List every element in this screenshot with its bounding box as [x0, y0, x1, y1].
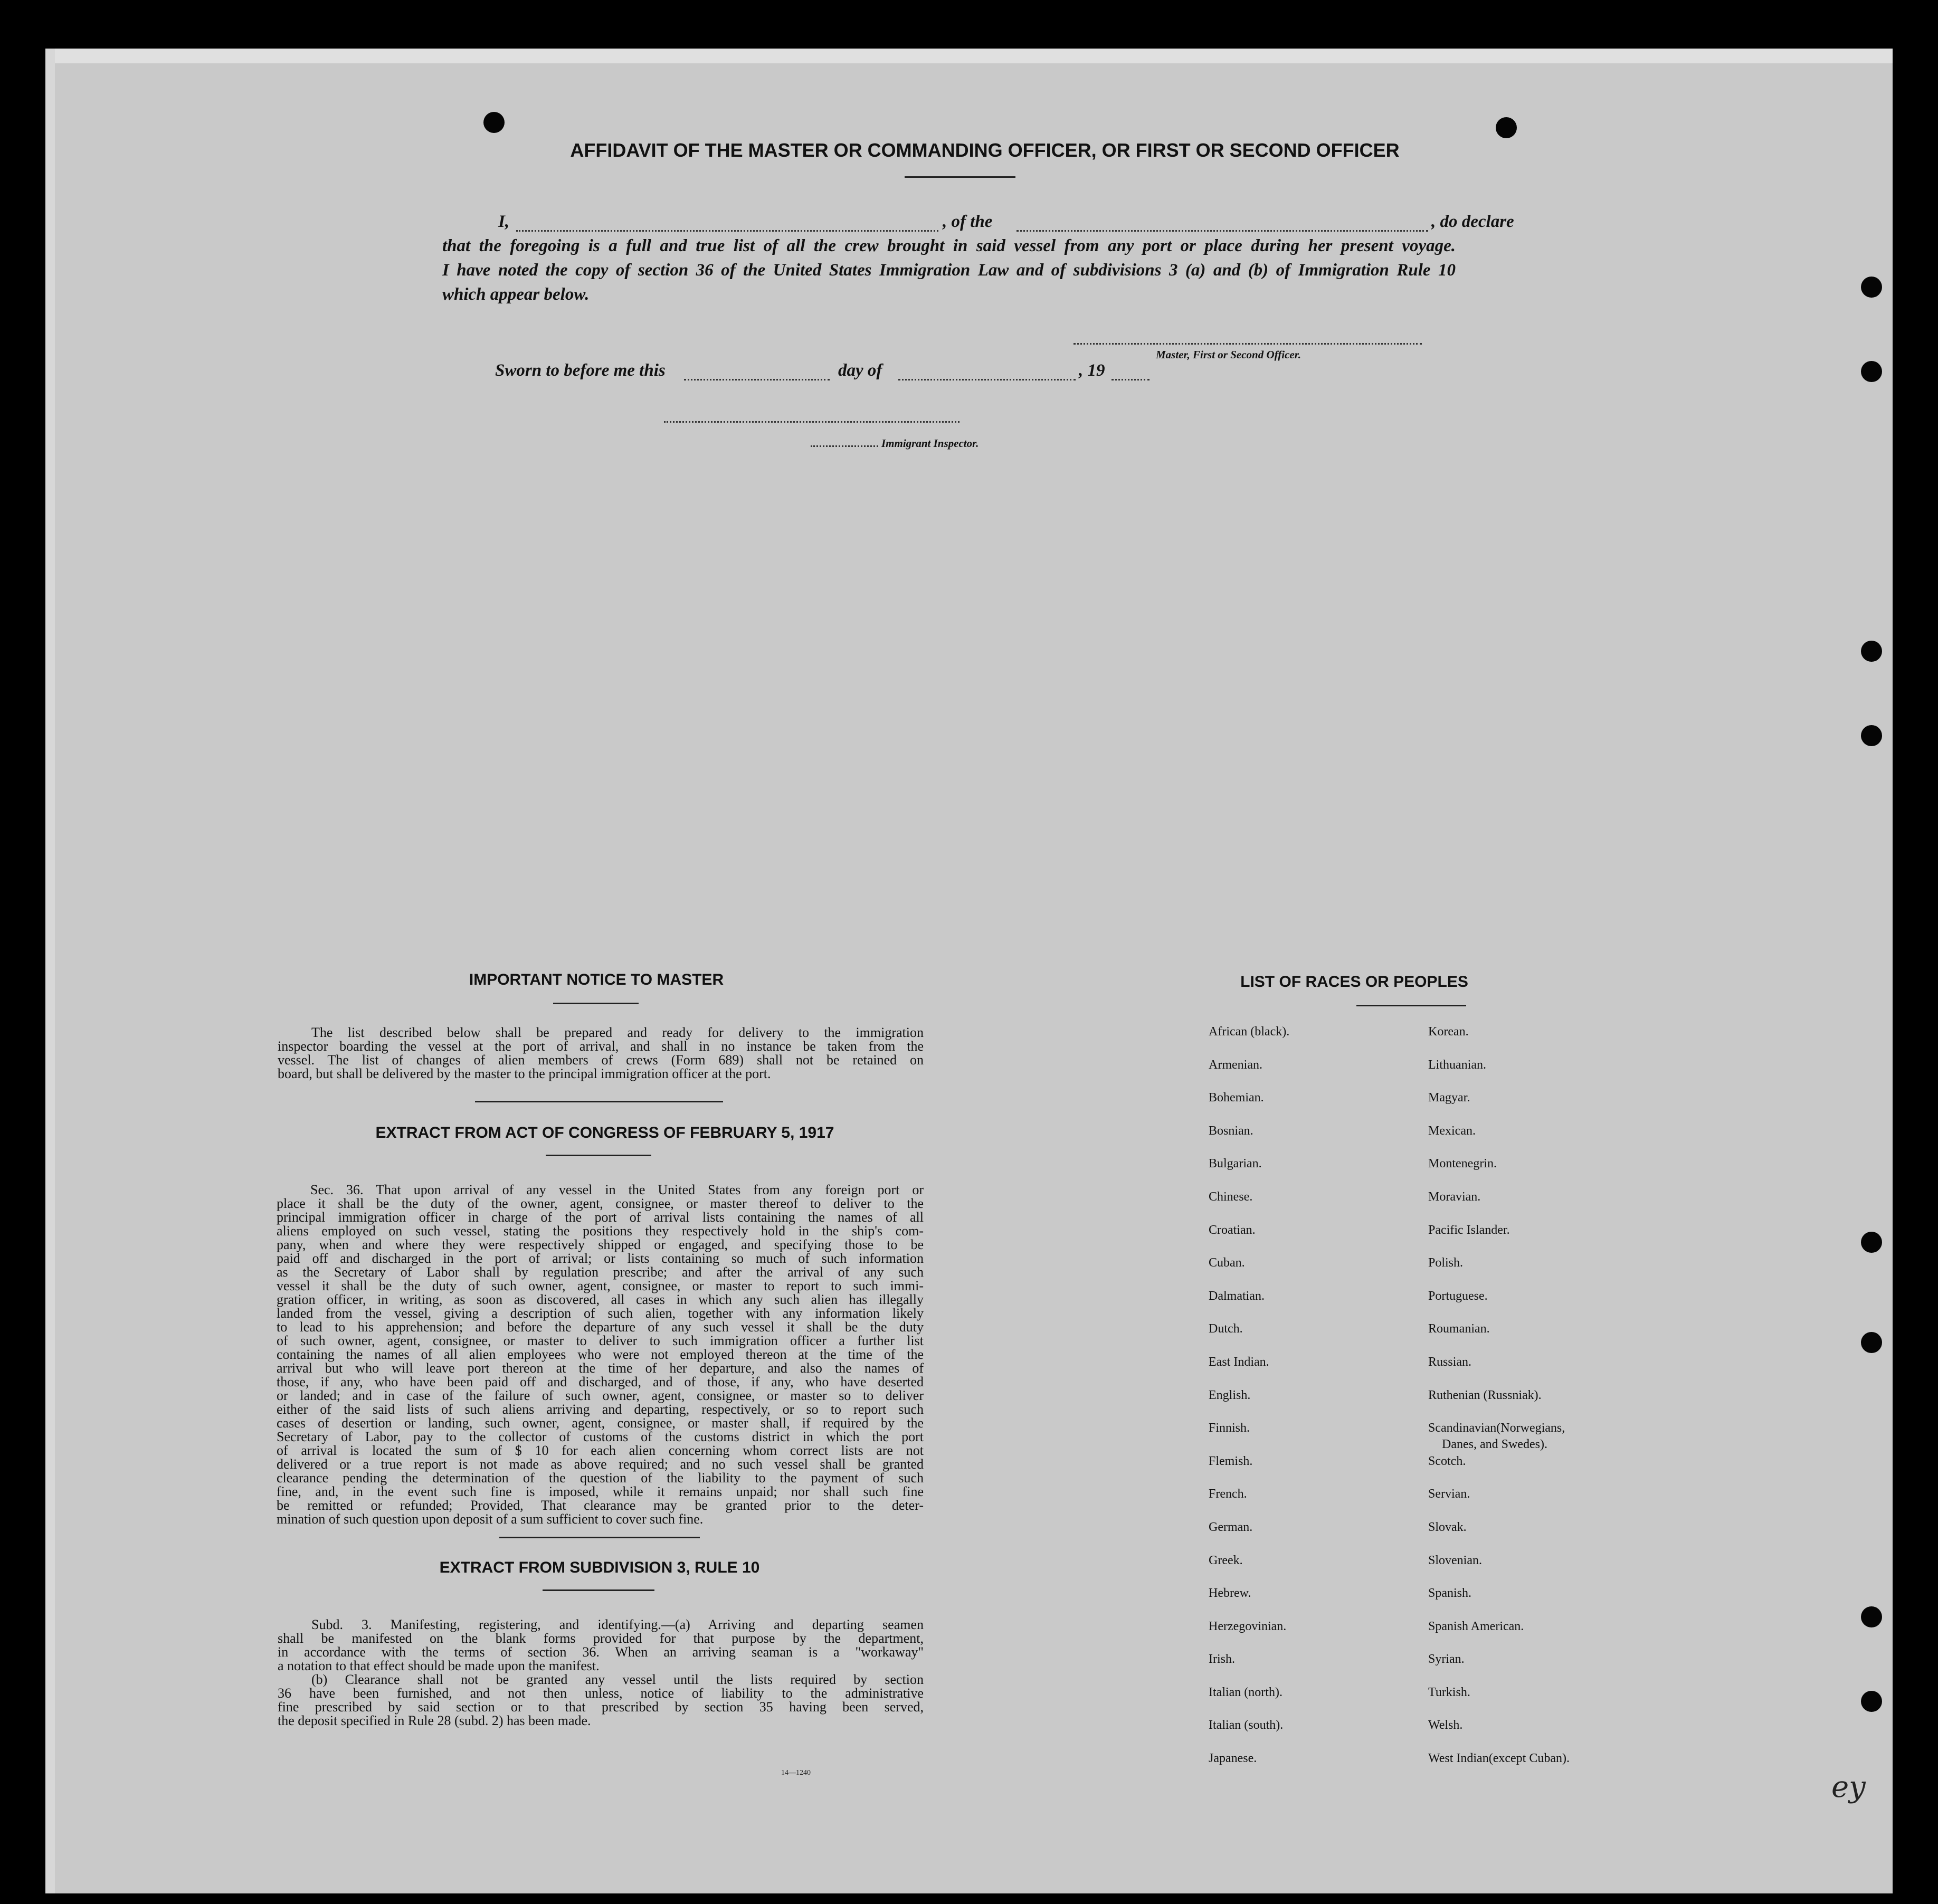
- act-line: clearance pending the determination of the question of the liability to the payment of such: [277, 1470, 924, 1486]
- rule-line: in accordance with the terms of section 36. When an arriving seaman is a "workaway": [278, 1644, 924, 1660]
- act-line: as the Secretary of Labor shall by regulation prescribe; and after the arrival of any such: [277, 1264, 924, 1280]
- race-item: Montenegrin.: [1428, 1157, 1497, 1171]
- races-right-column: [1428, 1025, 1570, 1785]
- races-heading: LIST OF RACES OR PEOPLES: [1240, 973, 1468, 991]
- race-item: Bulgarian.: [1209, 1157, 1262, 1171]
- race-item: Korean.: [1428, 1025, 1469, 1039]
- handwritten-corner-mark: ey: [1831, 1770, 1866, 1804]
- race-item: Armenian.: [1209, 1058, 1262, 1072]
- act-line: of arrival is located the sum of $ 10 for each alien concerning whom correct lists are not: [277, 1443, 924, 1458]
- race-item: Herzegovinian.: [1209, 1619, 1287, 1633]
- race-item: Danes, and Swedes).: [1442, 1437, 1547, 1452]
- act-line: or landed; and in case of the failure of such owner, agent, consignee, or master so to deliver: [277, 1388, 924, 1403]
- punch-hole-right-5: [1861, 1232, 1882, 1253]
- affidavit-of-the-label: , of the: [943, 212, 993, 231]
- signature-caption: Master, First or Second Officer.: [1156, 348, 1301, 361]
- race-item: Portuguese.: [1428, 1289, 1488, 1303]
- affidavit-do-declare: , do declare: [1431, 212, 1514, 231]
- notice-heading: IMPORTANT NOTICE TO MASTER: [469, 971, 724, 988]
- race-item: Scotch.: [1428, 1454, 1466, 1468]
- rule-line: 36 have been furnished, and not then unless, notice of liability to the administrative: [278, 1686, 924, 1701]
- rule-extract-heading: EXTRACT FROM SUBDIVISION 3, RULE 10: [439, 1559, 760, 1576]
- act-line: mination of such question upon deposit of a sum sufficient to cover such fine.: [277, 1511, 704, 1527]
- act-line: those, if any, who have been paid off and discharged, and of those, if any, who have deserted: [277, 1374, 924, 1389]
- race-item: Moravian.: [1428, 1189, 1481, 1204]
- act-line: cases of desertion or landing, such owner, agent, consignee, or master shall, if required by the: [277, 1415, 924, 1431]
- punch-hole-right-2: [1861, 361, 1882, 382]
- act-line: pany, when and where they were respectively shipped or engaged, and specifying those to be: [277, 1237, 924, 1252]
- race-item: Syrian.: [1428, 1652, 1465, 1667]
- punch-hole-right-3: [1861, 641, 1882, 662]
- race-item: Greek.: [1209, 1553, 1243, 1567]
- officer-signature-field[interactable]: [1074, 343, 1422, 345]
- race-item: Turkish.: [1428, 1685, 1470, 1699]
- race-item: English.: [1209, 1388, 1251, 1402]
- race-item: Italian (north).: [1209, 1685, 1282, 1699]
- rule-extract-text: [278, 1618, 924, 1728]
- races-left-column: [1209, 1025, 1289, 1785]
- sworn-label: Sworn to before me this: [495, 361, 666, 380]
- race-item: Italian (south).: [1209, 1718, 1284, 1732]
- notice-line: board, but shall be delivered by the master to the principal immigration officer at the port.: [278, 1066, 771, 1081]
- rule-line: shall be manifested on the blank forms provided for that purpose by the department,: [278, 1631, 924, 1646]
- race-item: Ruthenian (Russniak).: [1428, 1388, 1542, 1402]
- page-top-edge: [45, 49, 1893, 63]
- race-item: West Indian(except Cuban).: [1428, 1751, 1570, 1766]
- race-item: Croatian.: [1209, 1223, 1256, 1237]
- race-item: East Indian.: [1209, 1355, 1269, 1369]
- race-item: Welsh.: [1428, 1718, 1463, 1732]
- race-item: Servian.: [1428, 1487, 1470, 1501]
- notice-divider: [475, 1101, 723, 1102]
- act-line: vessel it shall be the duty of such owner, agent, consignee, or master to report to such immi-: [277, 1278, 924, 1293]
- race-item: Spanish.: [1428, 1586, 1472, 1601]
- act-line: place it shall be the duty of the owner, agent, consignee, or master thereof to deliver to the: [277, 1196, 924, 1211]
- race-item: Slovak.: [1428, 1520, 1467, 1534]
- race-item: Bohemian.: [1209, 1091, 1264, 1105]
- race-item: Flemish.: [1209, 1454, 1253, 1468]
- race-item: Russian.: [1428, 1355, 1472, 1369]
- race-item: Bosnian.: [1209, 1124, 1253, 1138]
- act-heading-rule: [546, 1155, 651, 1156]
- race-item: Dalmatian.: [1209, 1289, 1265, 1303]
- act-line: of such owner, agent, consignee, or master to deliver to such immigration officer a further list: [277, 1333, 924, 1348]
- race-item: Spanish American.: [1428, 1619, 1524, 1633]
- act-extract-heading: EXTRACT FROM ACT OF CONGRESS OF FEBRUARY 5, 1917: [375, 1124, 834, 1141]
- form-number: 14—1240: [781, 1769, 811, 1777]
- affidavit-text-line4: which appear below.: [442, 285, 590, 304]
- year-label: , 19: [1079, 361, 1105, 380]
- act-line: delivered or a true report is not made as above required; and no such vessel shall be granted: [277, 1456, 924, 1472]
- act-line: principal immigration officer in charge of the port of arrival lists containing the names of all: [277, 1210, 924, 1225]
- race-item: Finnish.: [1209, 1421, 1250, 1435]
- race-item: African (black).: [1209, 1025, 1290, 1039]
- master-name-field[interactable]: [516, 230, 938, 232]
- act-line: either of the said lists of such aliens arriving and departing, respectively, or so to report such: [277, 1402, 924, 1417]
- affidavit-text-line3: I have noted the copy of section 36 of the United States Immigration Law and of subdivisions 3 (a) and (b) of Immigration Rule 10: [442, 261, 1456, 280]
- race-item: Roumanian.: [1428, 1322, 1490, 1336]
- notice-line: vessel. The list of changes of alien members of crews (Form 689) shall not be retained on: [278, 1052, 924, 1068]
- race-item: Chinese.: [1209, 1189, 1253, 1204]
- sworn-month-field[interactable]: [898, 379, 1076, 380]
- rule-heading-rule: [543, 1589, 654, 1591]
- act-line: landed from the vessel, giving a description of such alien, together with any information likely: [277, 1306, 924, 1321]
- races-heading-rule: [1356, 1005, 1466, 1006]
- punch-hole-right-1: [1861, 277, 1882, 298]
- inspector-caption: Immigrant Inspector.: [881, 437, 979, 450]
- act-line: to lead to his apprehension; and before the departure of any such vessel it shall be the duty: [277, 1319, 924, 1335]
- act-extract-text: [277, 1183, 924, 1526]
- act-line: be remitted or refunded; Provided, That clearance may be granted prior to the deter-: [277, 1498, 924, 1513]
- race-item: Pacific Islander.: [1428, 1223, 1510, 1237]
- race-item: Polish.: [1428, 1256, 1464, 1270]
- inspector-signature-field[interactable]: [664, 421, 960, 423]
- act-line: containing the names of all alien employees who were not employed thereon at the time of the: [277, 1347, 924, 1362]
- affidavit-heading-rule: [905, 176, 1015, 178]
- sworn-day-field[interactable]: [684, 379, 830, 380]
- sworn-year-field[interactable]: [1112, 379, 1150, 380]
- act-line: arrival but who will leave port thereon at the time of her departure, and also the names of: [277, 1360, 924, 1376]
- race-item: Dutch.: [1209, 1322, 1243, 1336]
- act-line: Secretary of Labor, pay to the collector of customs of the customs district in which the port: [277, 1429, 924, 1444]
- rule-line: Subd. 3. Manifesting, registering, and identifying.—(a) Arriving and departing seamen: [311, 1617, 924, 1632]
- rule-line: the deposit specified in Rule 28 (subd. 2) has been made.: [278, 1713, 591, 1728]
- affidavit-i-label: I,: [498, 212, 510, 231]
- rule-line: fine prescribed by said section or to that prescribed by section 35 having been served,: [278, 1699, 924, 1715]
- page-left-edge: [45, 49, 55, 1893]
- punch-hole-right-8: [1861, 1691, 1882, 1712]
- punch-hole-right-4: [1861, 725, 1882, 746]
- race-item: Japanese.: [1209, 1751, 1257, 1766]
- affidavit-text-line2: that the foregoing is a full and true list of all the crew brought in said vessel from any port or place during her present voyage.: [442, 236, 1456, 255]
- race-item: Slovenian.: [1428, 1553, 1482, 1567]
- notice-line: inspector boarding the vessel at the port of arrival, and shall in no instance be taken from the: [278, 1039, 924, 1054]
- race-item: Irish.: [1209, 1652, 1235, 1667]
- race-item: Scandinavian(Norwegians,: [1428, 1421, 1565, 1435]
- race-item: Magyar.: [1428, 1091, 1470, 1105]
- act-line: aliens employed on such vessel, stating the positions they respectively hold in the ship's com-: [277, 1223, 924, 1239]
- rule-line: (b) Clearance shall not be granted any vessel until the lists required by section: [311, 1672, 924, 1687]
- act-line: paid off and discharged in the port of arrival; or lists containing so much of such information: [277, 1251, 924, 1266]
- punch-hole-top-right: [1496, 117, 1517, 138]
- day-of-label: day of: [838, 361, 882, 380]
- act-line: fine, and, in the event such fine is imposed, while it remains unpaid; nor shall such fine: [277, 1484, 924, 1499]
- act-line: gration officer, in writing, as soon as discovered, all cases in which any such alien has illegally: [277, 1292, 924, 1307]
- vessel-name-field[interactable]: [1016, 230, 1428, 232]
- notice-text: [278, 1026, 924, 1081]
- act-divider: [499, 1537, 700, 1538]
- punch-hole-right-7: [1861, 1606, 1882, 1627]
- race-item: Lithuanian.: [1428, 1058, 1486, 1072]
- race-item: Hebrew.: [1209, 1586, 1251, 1601]
- act-line: Sec. 36. That upon arrival of any vessel in the United States from any foreign port or: [310, 1182, 924, 1197]
- rule-line: a notation to that effect should be made upon the manifest.: [278, 1658, 600, 1673]
- punch-hole-right-6: [1861, 1332, 1882, 1353]
- affidavit-heading: AFFIDAVIT OF THE MASTER OR COMMANDING OFFICER, OR FIRST OR SECOND OFFICER: [570, 139, 1400, 161]
- punch-hole-top-left: [483, 112, 505, 133]
- race-item: French.: [1209, 1487, 1247, 1501]
- document-page: [45, 49, 1893, 1893]
- notice-line: The list described below shall be prepared and ready for delivery to the immigration: [311, 1025, 924, 1040]
- race-item: German.: [1209, 1520, 1253, 1534]
- race-item: Cuban.: [1209, 1256, 1245, 1270]
- race-item: Mexican.: [1428, 1124, 1476, 1138]
- notice-heading-rule: [553, 1003, 639, 1004]
